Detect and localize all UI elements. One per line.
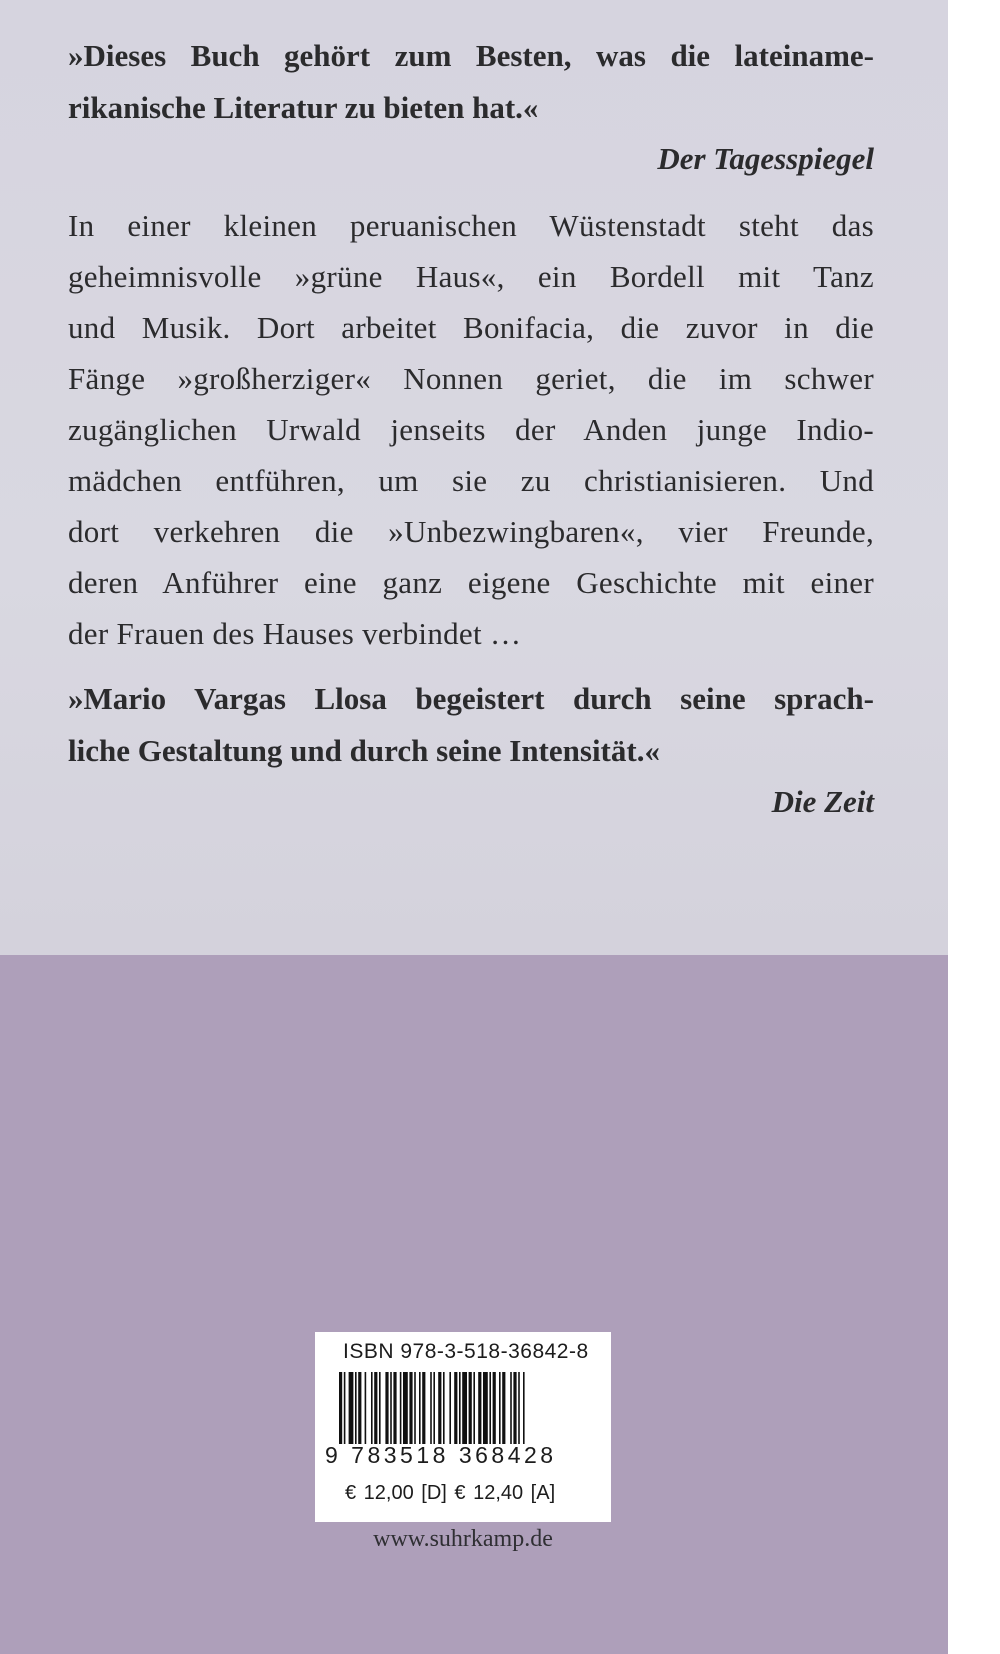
barcode-bar xyxy=(518,1372,520,1444)
isbn-number: ISBN 978-3-518-36842-8 xyxy=(343,1340,589,1363)
quote-line: »Dieses Buch gehört zum Besten, was die lateiname- xyxy=(68,38,874,73)
barcode-bar xyxy=(478,1372,481,1444)
barcode-bar xyxy=(371,1372,373,1444)
barcode-bar xyxy=(493,1372,496,1444)
barcode-bar xyxy=(433,1372,435,1444)
barcode-bar xyxy=(365,1372,367,1444)
barcode-label xyxy=(315,1332,611,1522)
press-quote-zeit xyxy=(68,673,874,777)
barcode-bar xyxy=(414,1372,416,1444)
barcode-bar xyxy=(483,1372,488,1444)
barcode-bar xyxy=(443,1372,445,1444)
description-line: dort verkehren die »Unbezwingbaren«, vier Freunde, xyxy=(68,514,874,549)
description-line: Fänge »großherziger« Nonnen geriet, die im schwer xyxy=(68,361,874,396)
quote-line: rikanische Literatur zu bieten hat.« xyxy=(68,90,539,125)
description-line: und Musik. Dort arbeitet Bonifacia, die zuvor in die xyxy=(68,310,874,345)
barcode-bar xyxy=(430,1372,432,1444)
press-quote-tagesspiegel xyxy=(68,30,874,134)
barcode-bar xyxy=(400,1372,402,1444)
barcode-bar xyxy=(510,1372,512,1444)
barcode-bar xyxy=(403,1372,408,1444)
barcode-bar xyxy=(473,1372,475,1444)
barcode-bar xyxy=(449,1372,451,1444)
quote-line: liche Gestaltung und durch seine Intensität.« xyxy=(68,733,660,768)
barcode-bar xyxy=(454,1372,457,1444)
barcode-bar xyxy=(355,1372,357,1444)
barcode-bar xyxy=(349,1372,354,1444)
barcode-bar xyxy=(379,1372,381,1444)
barcode-bar xyxy=(409,1372,412,1444)
barcode-bar xyxy=(489,1372,491,1444)
barcode-bar xyxy=(358,1372,361,1444)
barcode-bar xyxy=(393,1372,396,1444)
barcode-bar xyxy=(462,1372,467,1444)
quote-source-zeit: Die Zeit xyxy=(771,784,874,819)
barcode-bar xyxy=(523,1372,525,1444)
barcode-bar xyxy=(422,1372,425,1444)
quote-line: »Mario Vargas Llosa begeistert durch seine sprach- xyxy=(68,681,874,716)
ean-digits: 9 783518 368428 xyxy=(325,1442,557,1468)
description-line: geheimnisvolle »grüne Haus«, ein Bordell mit Tanz xyxy=(68,259,874,294)
barcode-bar xyxy=(438,1372,441,1444)
description-line: zugänglichen Urwald jenseits der Anden junge Indio- xyxy=(68,412,874,447)
description-line: der Frauen des Hauses verbindet … xyxy=(68,616,522,651)
barcode-bar xyxy=(339,1372,342,1444)
barcode-bar xyxy=(469,1372,472,1444)
price-label: € 12,00 [D] € 12,40 [A] xyxy=(345,1482,556,1504)
quote-source-tagesspiegel: Der Tagesspiegel xyxy=(657,141,874,176)
barcode-bar xyxy=(419,1372,421,1444)
barcode-bar xyxy=(344,1372,346,1444)
description-line: In einer kleinen peruanischen Wüstenstadt steht das xyxy=(68,208,874,243)
barcode-bar xyxy=(499,1372,501,1444)
description-line: deren Anführer eine ganz eigene Geschichte mit einer xyxy=(68,565,874,600)
barcode-bar xyxy=(390,1372,392,1444)
barcode-bar xyxy=(374,1372,377,1444)
publisher-website: www.suhrkamp.de xyxy=(373,1526,553,1552)
barcode-bar xyxy=(502,1372,505,1444)
barcode-bar xyxy=(513,1372,516,1444)
barcode-bar xyxy=(385,1372,388,1444)
book-description xyxy=(68,200,874,659)
barcode-bars xyxy=(339,1372,589,1444)
barcode-bar xyxy=(459,1372,461,1444)
description-line: mädchen entführen, um sie zu christianisieren. Und xyxy=(68,463,874,498)
blurb-text-block xyxy=(68,30,874,827)
